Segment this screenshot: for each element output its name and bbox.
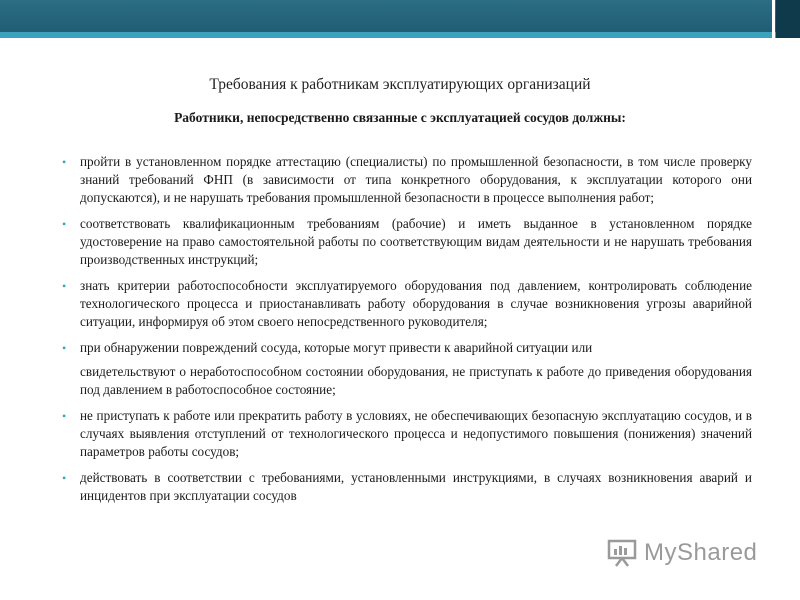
bullet-icon: • (62, 155, 67, 169)
bullet-icon: • (62, 217, 67, 231)
header-accent-stripe (0, 32, 800, 38)
list-item-text: свидетельствуют о неработоспособном состоянии оборудования, не приступать к работе до приведения оборудования под давлением в работоспособное состояние; (80, 364, 752, 397)
list-item-text: при обнаружении повреждений сосуда, которые могут привести к аварийной ситуации или (80, 340, 593, 355)
header-band (0, 0, 800, 38)
header-corner-block (776, 0, 800, 38)
list-item-text: соответствовать квалификационным требованиям (рабочие) и иметь выданное в установленном порядке удостоверение на право самостоятельной работы по соответствующим видам деятельности и не нарушать требования производственных инструкций; (80, 216, 752, 267)
bullet-icon: • (62, 471, 67, 485)
list-item (62, 215, 752, 269)
bullet-icon: • (62, 409, 67, 423)
slide-subtitle: Работники, непосредственно связанные с эксплуатацией сосудов должны: (174, 110, 626, 125)
list-item-continuation (62, 363, 752, 399)
list-item-text: не приступать к работе или прекратить работу в условиях, не обеспечивающих безопасную эксплуатацию сосудов, и в случаях выявления отступлений от технологического процесса и недопустимого повышения (понижения) значений параметров работы сосудов; (80, 408, 752, 459)
bullet-icon: • (62, 279, 67, 293)
list-item-text: действовать в соответствии с требованиями, установленными инструкциями, в случаях возникновения аварий и инцидентов при эксплуатации сосудов (80, 470, 752, 503)
watermark-logo (606, 538, 776, 568)
list-item-text: пройти в установленном порядке аттестацию (специалисты) по промышленной безопасности, в том числе проверку знаний требований ФНП (в зависимости от типа конкретного оборудования, к эксплуатации которого они допускаются), и не нарушать требования промышленной безопасности в процессе выполнения работ; (80, 154, 752, 205)
list-item (62, 407, 752, 461)
list-item-text: знать критерии работоспособности эксплуатируемого оборудования под давлением, контролировать соблюдение технологического процесса и приостанавливать работу оборудования в случае возникновения угрозы аварийной ситуации, информируя об этом своего непосредственного руководителя; (80, 278, 752, 329)
presentation-board-icon (606, 538, 640, 568)
list-item (62, 469, 752, 505)
header-bar (0, 0, 800, 32)
list-item (62, 153, 752, 207)
requirements-list (62, 153, 752, 513)
list-item (62, 277, 752, 331)
header-separator (772, 0, 775, 38)
bullet-icon: • (62, 341, 67, 355)
watermark-text: MyShared (644, 539, 758, 566)
list-item (62, 339, 752, 357)
slide-title: Требования к работникам эксплуатирующих организаций (209, 76, 591, 93)
